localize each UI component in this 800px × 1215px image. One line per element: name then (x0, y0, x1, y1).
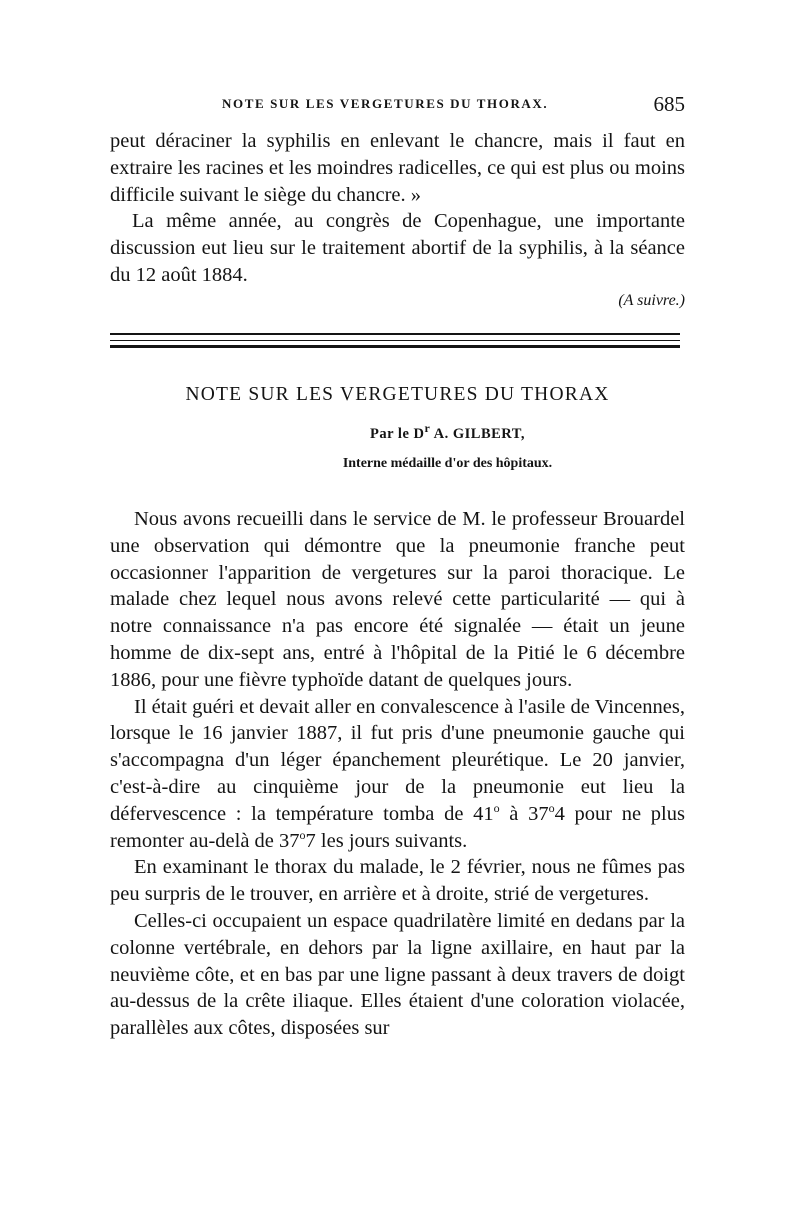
author-byline (110, 421, 685, 443)
section-divider (110, 345, 680, 348)
degree-sup: o (548, 800, 555, 815)
to-be-continued-note: (A suivre.) (618, 292, 685, 309)
degree-sup: o (493, 800, 500, 815)
running-head (110, 94, 685, 118)
author-name: A. GILBERT, (430, 426, 525, 442)
article-body (110, 506, 685, 1042)
section-divider (110, 333, 680, 335)
body-paragraph: En examinant le thorax du malade, le 2 février, nous ne fûmes pas peu surpris de le trouver, en arrière et à droite, strié de vergetures. (110, 856, 685, 906)
text-run: à 37 (499, 802, 549, 825)
body-paragraph: Celles-ci occupaient un espace quadrilatère limité en dedans par la colonne vertébrale, en dehors par la ligne axillaire, en haut par la neuvième côte, et en bas par une ligne passant à deux travers de doigt au-dessus de la crête iliaque. Elles étaient d'une coloration violacée, parallèles aux côtes, disposées sur (110, 909, 685, 1040)
continuation-paragraph: La même année, au congrès de Copenhague, une importante discussion eut lieu sur le traitement abortif de la syphilis, à la séance du 12 août 1884. (110, 210, 685, 286)
page-number: 685 (653, 92, 685, 116)
article-title: NOTE SUR LES VERGETURES DU THORAX (185, 384, 610, 405)
running-title: NOTE SUR LES VERGETURES DU THORAX. (222, 96, 549, 111)
previous-article-continuation (110, 128, 685, 289)
body-paragraph: Nous avons recueilli dans le service de M. le professeur Brouardel une observation qui démontre que la pneumonie franche peut occasionner l'apparition de vergetures sur la paroi thoracique. Le malade chez lequel nous avons relevé cette particularité — qui à notre connaissance n'a pas encore été signalée — était un jeune homme de dix-sept ans, entré à l'hôpital de la Pitié le 6 décembre 1886, pour une fièvre typhoïde datant de quelques jours. (110, 508, 685, 691)
author-prefix: Par le D (370, 426, 425, 442)
section-divider (110, 340, 680, 341)
text-run: 4 pour ne plus remonter au-delà de 37 (110, 802, 685, 852)
text-run: Il était guéri et devait aller en convalescence à l'asile de Vincennes, lorsque le 16 janvier 1887, il fut pris d'une pneumonie gauche qui s'accompagna d'un léger épanchement pleurétique. Le 20 janvier, c'est-à-dire au cinquième jour de la pneumonie eut lieu la défervescence : la température tomba de 41 (110, 695, 685, 825)
author-affiliation: Interne médaille d'or des hôpitaux. (342, 456, 553, 471)
body-paragraph (110, 694, 685, 855)
degree-sup: o (299, 827, 306, 842)
text-run: 7 les jours suivants. (305, 829, 468, 852)
author-title-sup: r (424, 421, 431, 436)
continuation-paragraph: peut déraciner la syphilis en enlevant le chancre, mais il faut en extraire les racines et les moindres radicelles, ce qui est plus ou moins difficile suivant le siège du chancre. » (110, 130, 685, 206)
